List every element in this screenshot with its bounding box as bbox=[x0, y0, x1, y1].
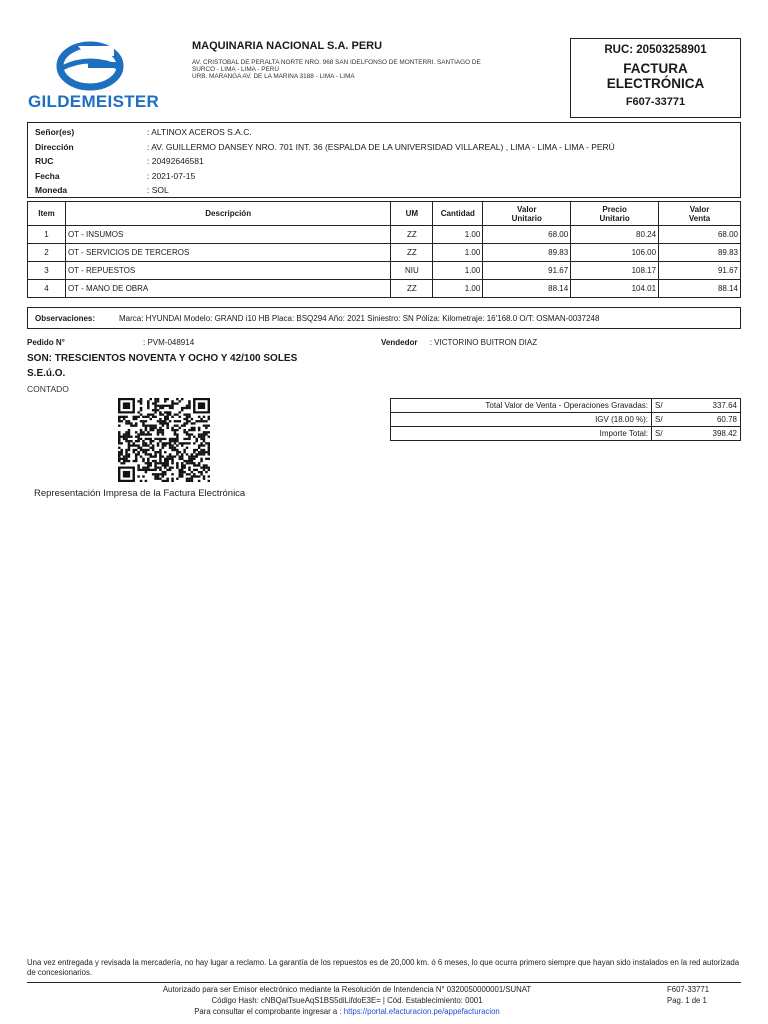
company-header bbox=[192, 40, 557, 80]
header-line: Precio bbox=[602, 204, 627, 214]
col-header-um: UM bbox=[391, 202, 433, 226]
cell-quantity: 1.00 bbox=[433, 262, 483, 280]
cell-unit-price: 106.00 bbox=[571, 244, 659, 262]
cell-unit-price: 108.17 bbox=[571, 262, 659, 280]
address-line: AV. CRISTOBAL DE PERALTA NORTE NRO. 968 SAN IDELFONSO DE MONTERRI. SANTIAGO DE bbox=[192, 59, 481, 66]
table-row bbox=[28, 280, 741, 298]
client-label: Fecha bbox=[35, 170, 60, 181]
col-header-unit-price bbox=[571, 202, 659, 226]
col-header-unit-value bbox=[483, 202, 571, 226]
client-value: : AV. GUILLERMO DANSEY NRO. 701 INT. 36 (ESPALDA DE LA UNIVERSIDAD VILLAREAL) , LIMA - LIMA - LIMA - PERÚ bbox=[147, 141, 615, 152]
warranty-disclaimer: Una vez entregada y revisada la mercadería, no hay lugar a reclamo. La garantía de los repuestos es de 20,000 km. ó 6 meses, lo que ocurra primero siempre que hayan sido instalados en la red autorizada de concesionarios. bbox=[27, 958, 740, 977]
header-line: Valor bbox=[516, 204, 537, 214]
client-row bbox=[35, 140, 740, 155]
document-type-line: FACTURA bbox=[623, 61, 688, 76]
col-header-sale-value bbox=[659, 202, 741, 226]
footer-authorization bbox=[67, 984, 627, 1017]
client-row bbox=[35, 169, 740, 184]
order-label: Pedido N° bbox=[27, 338, 65, 347]
client-value: : 20492646581 bbox=[147, 156, 204, 166]
company-logo bbox=[28, 40, 158, 114]
footer-consult-text: Para consultar el comprobante ingresar a : bbox=[194, 1007, 342, 1016]
client-row bbox=[35, 183, 740, 198]
footer-divider bbox=[27, 982, 741, 983]
totals-label: Importe Total: bbox=[391, 427, 652, 441]
amount-in-words: SON: TRESCIENTOS NOVENTA Y OCHO Y 42/100 SOLES bbox=[27, 353, 298, 364]
issuer-ruc: RUC: 20503258901 bbox=[604, 44, 707, 56]
totals-value: 60.78 bbox=[678, 413, 741, 427]
qr-code-icon bbox=[118, 398, 210, 482]
client-label: Señor(es) bbox=[35, 127, 75, 137]
client-value: : SOL bbox=[147, 185, 169, 195]
company-name: MAQUINARIA NACIONAL S.A. PERU bbox=[192, 40, 383, 52]
totals-currency: S/ bbox=[652, 399, 678, 413]
items-table bbox=[27, 201, 741, 298]
cell-description: OT - INSUMOS bbox=[65, 226, 390, 244]
table-row bbox=[28, 244, 741, 262]
totals-label: Total Valor de Venta - Operaciones Gravadas: bbox=[391, 399, 652, 413]
observations-value: Marca: HYUNDAI Modelo: GRAND i10 HB Placa: BSQ294 Año: 2021 Siniestro: SN Póliza: Kilometraje: 16'168.0 O/T: OSMAN-0037248 bbox=[119, 314, 600, 323]
cell-description: OT - SERVICIOS DE TERCEROS bbox=[65, 244, 390, 262]
footer-page-info bbox=[667, 984, 741, 1006]
cell-item: 3 bbox=[28, 262, 66, 280]
client-info-box bbox=[27, 122, 741, 198]
client-row bbox=[35, 154, 740, 169]
cell-unit-price: 80.24 bbox=[571, 226, 659, 244]
address-line: SURCO - LIMA - LIMA - PERU bbox=[192, 66, 279, 73]
cell-um: ZZ bbox=[391, 244, 433, 262]
header-line: Unitario bbox=[511, 213, 542, 223]
cell-um: ZZ bbox=[391, 226, 433, 244]
cell-sale-value: 91.67 bbox=[659, 262, 741, 280]
header-line: Venta bbox=[688, 213, 711, 223]
cell-unit-value: 68.00 bbox=[483, 226, 571, 244]
client-label: RUC bbox=[35, 156, 54, 166]
header-line: Unitario bbox=[599, 213, 630, 223]
document-type-line: ELECTRÓNICA bbox=[606, 76, 705, 91]
footer-line: Autorizado para ser Emisor electrónico mediante la Resolución de Intendencia N° 0320050000001/SUNAT bbox=[162, 985, 532, 994]
cell-unit-price: 104.01 bbox=[571, 280, 659, 298]
cell-unit-value: 91.67 bbox=[483, 262, 571, 280]
totals-value: 398.42 bbox=[678, 427, 741, 441]
gildemeister-emblem-icon bbox=[28, 40, 158, 92]
col-header-description: Descripción bbox=[65, 202, 390, 226]
cell-quantity: 1.00 bbox=[433, 226, 483, 244]
portal-link[interactable]: https://portal.efacturacion.pe/appefacturacion bbox=[343, 1007, 500, 1016]
payment-condition: CONTADO bbox=[27, 384, 69, 394]
order-value: : PVM-048914 bbox=[143, 338, 195, 347]
printed-representation-note: Representación Impresa de la Factura Electrónica bbox=[34, 488, 246, 499]
cell-description: OT - MANO DE OBRA bbox=[65, 280, 390, 298]
client-value: : ALTINOX ACEROS S.A.C. bbox=[147, 127, 252, 137]
cell-item: 1 bbox=[28, 226, 66, 244]
invoice-id-box bbox=[570, 38, 741, 118]
company-address bbox=[192, 59, 557, 80]
client-label: Moneda bbox=[35, 185, 68, 195]
address-line: URB. MARANGA AV. DE LA MARINA 3188 - LIMA - LIMA bbox=[192, 73, 355, 80]
totals-row bbox=[391, 399, 741, 413]
cell-sale-value: 88.14 bbox=[659, 280, 741, 298]
footer-line: Código Hash: cNBQaITsueAqS1BS5diLifdoE3E= | Cód. Establecimiento: 0001 bbox=[211, 996, 483, 1005]
cell-unit-value: 88.14 bbox=[483, 280, 571, 298]
cell-item: 4 bbox=[28, 280, 66, 298]
logo-wordmark: GILDEMEISTER bbox=[28, 92, 160, 111]
client-label: Dirección bbox=[35, 141, 74, 152]
col-header-quantity: Cantidad bbox=[433, 202, 483, 226]
cell-item: 2 bbox=[28, 244, 66, 262]
client-row bbox=[35, 125, 740, 140]
table-header-row bbox=[28, 202, 741, 226]
document-type bbox=[571, 61, 740, 91]
salesperson bbox=[381, 338, 537, 347]
totals-label: IGV (18.00 %): bbox=[391, 413, 652, 427]
seuo-note: S.E.ú.O. bbox=[27, 368, 66, 379]
footer-page-number: Pag. 1 de 1 bbox=[667, 996, 707, 1005]
cell-sale-value: 68.00 bbox=[659, 226, 741, 244]
cell-description: OT - REPUESTOS bbox=[65, 262, 390, 280]
totals-currency: S/ bbox=[652, 413, 678, 427]
document-number: F607-33771 bbox=[625, 96, 686, 108]
totals-value: 337.64 bbox=[678, 399, 741, 413]
header-line: Valor bbox=[689, 204, 710, 214]
totals-table bbox=[390, 398, 741, 441]
footer-doc-number: F607-33771 bbox=[667, 985, 710, 994]
order-number bbox=[27, 338, 195, 347]
footer-line bbox=[67, 1006, 627, 1017]
client-value: : 2021-07-15 bbox=[147, 170, 196, 181]
observations-label: Observaciones: bbox=[35, 314, 96, 323]
salesperson-value: : VICTORINO BUITRON DIAZ bbox=[429, 338, 538, 347]
col-header-item: Item bbox=[28, 202, 66, 226]
cell-quantity: 1.00 bbox=[433, 280, 483, 298]
cell-sale-value: 89.83 bbox=[659, 244, 741, 262]
cell-um: NIU bbox=[391, 262, 433, 280]
totals-row bbox=[391, 427, 741, 441]
table-row bbox=[28, 262, 741, 280]
cell-unit-value: 89.83 bbox=[483, 244, 571, 262]
cell-um: ZZ bbox=[391, 280, 433, 298]
observations-box bbox=[27, 307, 741, 329]
totals-row bbox=[391, 413, 741, 427]
cell-quantity: 1.00 bbox=[433, 244, 483, 262]
table-row bbox=[28, 226, 741, 244]
salesperson-label: Vendedor bbox=[381, 338, 418, 347]
totals-currency: S/ bbox=[652, 427, 678, 441]
